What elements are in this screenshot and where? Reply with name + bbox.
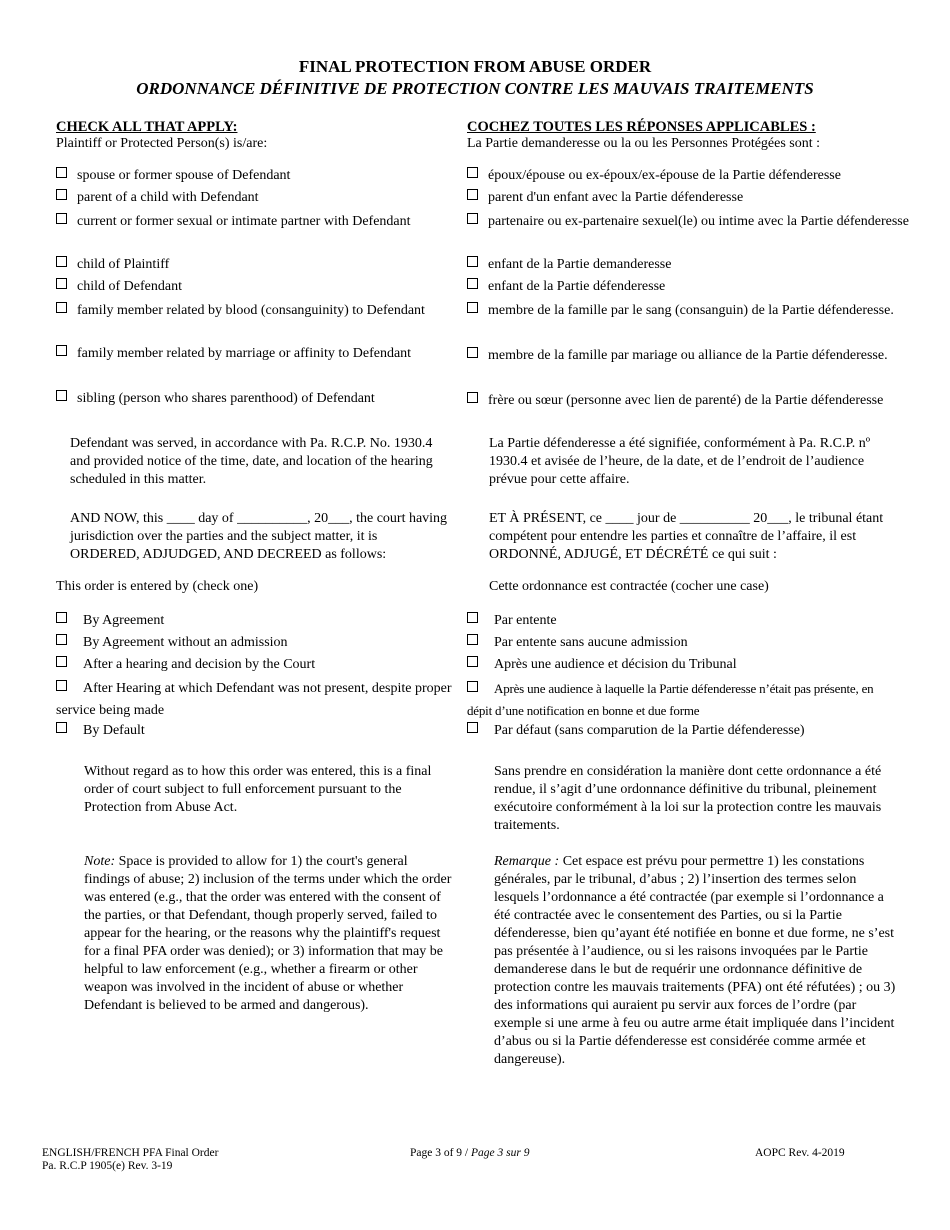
- checkbox[interactable]: [467, 392, 478, 403]
- checkbox[interactable]: [467, 347, 478, 358]
- left-entry-option[interactable]: After a hearing and decision by the Court: [56, 656, 456, 674]
- checkbox[interactable]: [467, 634, 478, 645]
- left-entry-option[interactable]: By Agreement: [56, 612, 456, 630]
- left-relationship-item[interactable]: family member related by blood (consanguinity) to Defendant: [56, 300, 438, 322]
- checkbox[interactable]: [467, 302, 478, 313]
- right-entry-option[interactable]: Après une audience et décision du Tribunal: [467, 656, 897, 674]
- checkbox[interactable]: [56, 345, 67, 356]
- footer-revision: AOPC Rev. 4-2019: [755, 1147, 845, 1159]
- note-label: Remarque :: [494, 854, 560, 869]
- left-relationship-item[interactable]: family member related by marriage or affinity to Defendant: [56, 345, 478, 363]
- checkbox[interactable]: [467, 722, 478, 733]
- right-entry-option[interactable]: Par défaut (sans comparution de la Partie défenderesse): [467, 722, 897, 740]
- checkbox[interactable]: [467, 167, 478, 178]
- checkbox[interactable]: [56, 634, 67, 645]
- title-french: ORDONNANCE DÉFINITIVE DE PROTECTION CONTRE LES MAUVAIS TRAITEMENTS: [136, 79, 814, 98]
- right-relationship-item[interactable]: époux/épouse ou ex-époux/ex-épouse de la Partie défenderesse: [467, 167, 924, 185]
- checkbox[interactable]: [56, 612, 67, 623]
- right-relationship-item[interactable]: membre de la famille par le sang (consanguin) de la Partie défenderesse.: [467, 300, 924, 322]
- right-relationship-item[interactable]: enfant de la Partie demanderesse: [467, 256, 924, 274]
- left-and-now-paragraph: AND NOW, this ____ day of __________, 20___, the court having jurisdiction over the parties and the subject matter, it is ORDERED, ADJUDGED, AND DECREED as follows:: [70, 511, 448, 562]
- checkbox[interactable]: [467, 681, 478, 692]
- left-relationship-item[interactable]: sibling (person who shares parenthood) of Defendant: [56, 390, 478, 408]
- right-relationship-item[interactable]: frère ou sœur (personne avec lien de parenté) de la Partie défenderesse: [467, 390, 909, 412]
- right-entry-option[interactable]: Après une audience à laquelle la Partie défenderesse n’était pas présente, en dépit d’une notification en bonne et due forme: [467, 681, 874, 718]
- right-relationship-item[interactable]: partenaire ou ex-partenaire sexuel(le) ou intime avec la Partie défenderesse: [467, 211, 924, 233]
- checkbox[interactable]: [56, 167, 67, 178]
- checkbox[interactable]: [56, 302, 67, 313]
- right-entry-option[interactable]: Par entente: [467, 612, 897, 630]
- checkbox[interactable]: [467, 189, 478, 200]
- left-relationship-item[interactable]: child of Defendant: [56, 278, 478, 296]
- right-entered-by: Cette ordonnance est contractée (cocher une case): [489, 579, 769, 594]
- checkbox[interactable]: [56, 213, 67, 224]
- left-relationship-item[interactable]: parent of a child with Defendant: [56, 189, 478, 207]
- left-relationship-item[interactable]: current or former sexual or intimate partner with Defendant: [56, 211, 478, 233]
- right-entry-option[interactable]: Par entente sans aucune admission: [467, 634, 897, 652]
- footer-page-number: Page 3 of 9 / Page 3 sur 9: [410, 1147, 530, 1159]
- right-note-paragraph: Remarque : Cet espace est prévu pour permettre 1) les constations générales, par le tribunal, d’abus ; 2) l’insertion des termes selon lesquels l’ordonnance a été contractée (par exemple si l’ordonnance a été contractée avec le consentement des Parties, ou si la Partie défenderesse, bien qu’ayant été notifiée en bonne et due forme, ne s’est pas présentée à l’audience, ou si les raisons invoquées par le Partie demanderese dans le but de requérir une ordonnance définitive de protection contre les mauvais traitements (PFA) ont été réfutées) ; ou 3) des informations qui auraient pu servir aux forces de l’ordre (par exemple si une arme à feu ou autre arme était impliquée dans l’incident d’abus ou si la Partie défenderesse est considérée comme armée et dangereuse).: [494, 854, 896, 1067]
- footer-rule-ref: Pa. R.C.P 1905(e) Rev. 3-19: [42, 1160, 173, 1172]
- note-label: Note:: [84, 854, 116, 869]
- right-relationship-item[interactable]: membre de la famille par mariage ou alliance de la Partie défenderesse.: [467, 345, 924, 367]
- checkbox[interactable]: [56, 722, 67, 733]
- checkbox[interactable]: [56, 390, 67, 401]
- right-relationship-item[interactable]: enfant de la Partie défenderesse: [467, 278, 924, 296]
- left-intro: Plaintiff or Protected Person(s) is/are:: [56, 136, 268, 151]
- right-intro: La Partie demanderesse ou la ou les Personnes Protégées sont :: [467, 136, 821, 151]
- checkbox[interactable]: [467, 256, 478, 267]
- checkbox[interactable]: [467, 213, 478, 224]
- title-english: FINAL PROTECTION FROM ABUSE ORDER: [298, 57, 652, 76]
- checkbox[interactable]: [56, 256, 67, 267]
- footer-form-name: ENGLISH/FRENCH PFA Final Order: [42, 1147, 219, 1159]
- checkbox[interactable]: [56, 656, 67, 667]
- right-served-paragraph: La Partie défenderesse a été signifiée, conformément à Pa. R.C.P. nº 1930.4 et avisée de l’heure, de la date, et de l’endroit de l’audience prévue pour cette affaire.: [489, 436, 871, 487]
- right-and-now-paragraph: ET À PRÉSENT, ce ____ jour de __________ 20___, le tribunal étant compétent pour entendre les parties et connaître de l’affaire, il est ORDONNÉ, ADJUGÉ, ET DÉCRÉTÉ ce qui suit :: [489, 511, 884, 562]
- left-relationship-item[interactable]: child of Plaintiff: [56, 256, 478, 274]
- checkbox[interactable]: [56, 189, 67, 200]
- right-heading: COCHEZ TOUTES LES RÉPONSES APPLICABLES :: [467, 119, 816, 135]
- left-note-paragraph: Note: Space is provided to allow for 1) the court's general findings of abuse; 2) inclusion of the terms under which the order was entered (e.g., that the order was entered with the consent of the parties, or that Defendant, though properly served, failed to appear for the hearing, or the reasons why the plaintiff's request for a final PFA order was denied); or 3) information that may be helpful to law enforcement (e.g., whether a firearm or other weapon was involved in the incident of abuse or whether Defendant is believed to be armed and dangerous).: [84, 854, 452, 1013]
- right-relationship-item[interactable]: parent d'un enfant avec la Partie défenderesse: [467, 189, 924, 207]
- checkbox[interactable]: [467, 612, 478, 623]
- right-final-order-paragraph: Sans prendre en considération la manière dont cette ordonnance a été rendue, il s’agit d’une ordonnance définitive du tribunal, pleinement exécutoire conformément à la loi sur la protection contre les mauvais traitements.: [494, 764, 882, 833]
- left-entry-option[interactable]: By Default: [56, 722, 456, 740]
- left-heading: CHECK ALL THAT APPLY:: [56, 119, 238, 135]
- left-entry-option[interactable]: After Hearing at which Defendant was not present, despite proper service being made: [56, 681, 452, 718]
- left-served-paragraph: Defendant was served, in accordance with Pa. R.C.P. No. 1930.4 and provided notice of the time, date, and location of the hearing scheduled in this matter.: [70, 436, 433, 487]
- checkbox[interactable]: [467, 656, 478, 667]
- checkbox[interactable]: [56, 680, 67, 691]
- checkbox[interactable]: [467, 278, 478, 289]
- left-relationship-item[interactable]: spouse or former spouse of Defendant: [56, 167, 478, 185]
- checkbox[interactable]: [56, 278, 67, 289]
- left-final-order-paragraph: Without regard as to how this order was entered, this is a final order of court subject to full enforcement pursuant to the Protection from Abuse Act.: [84, 764, 432, 815]
- left-entry-option[interactable]: By Agreement without an admission: [56, 634, 456, 652]
- left-entered-by: This order is entered by (check one): [56, 579, 259, 594]
